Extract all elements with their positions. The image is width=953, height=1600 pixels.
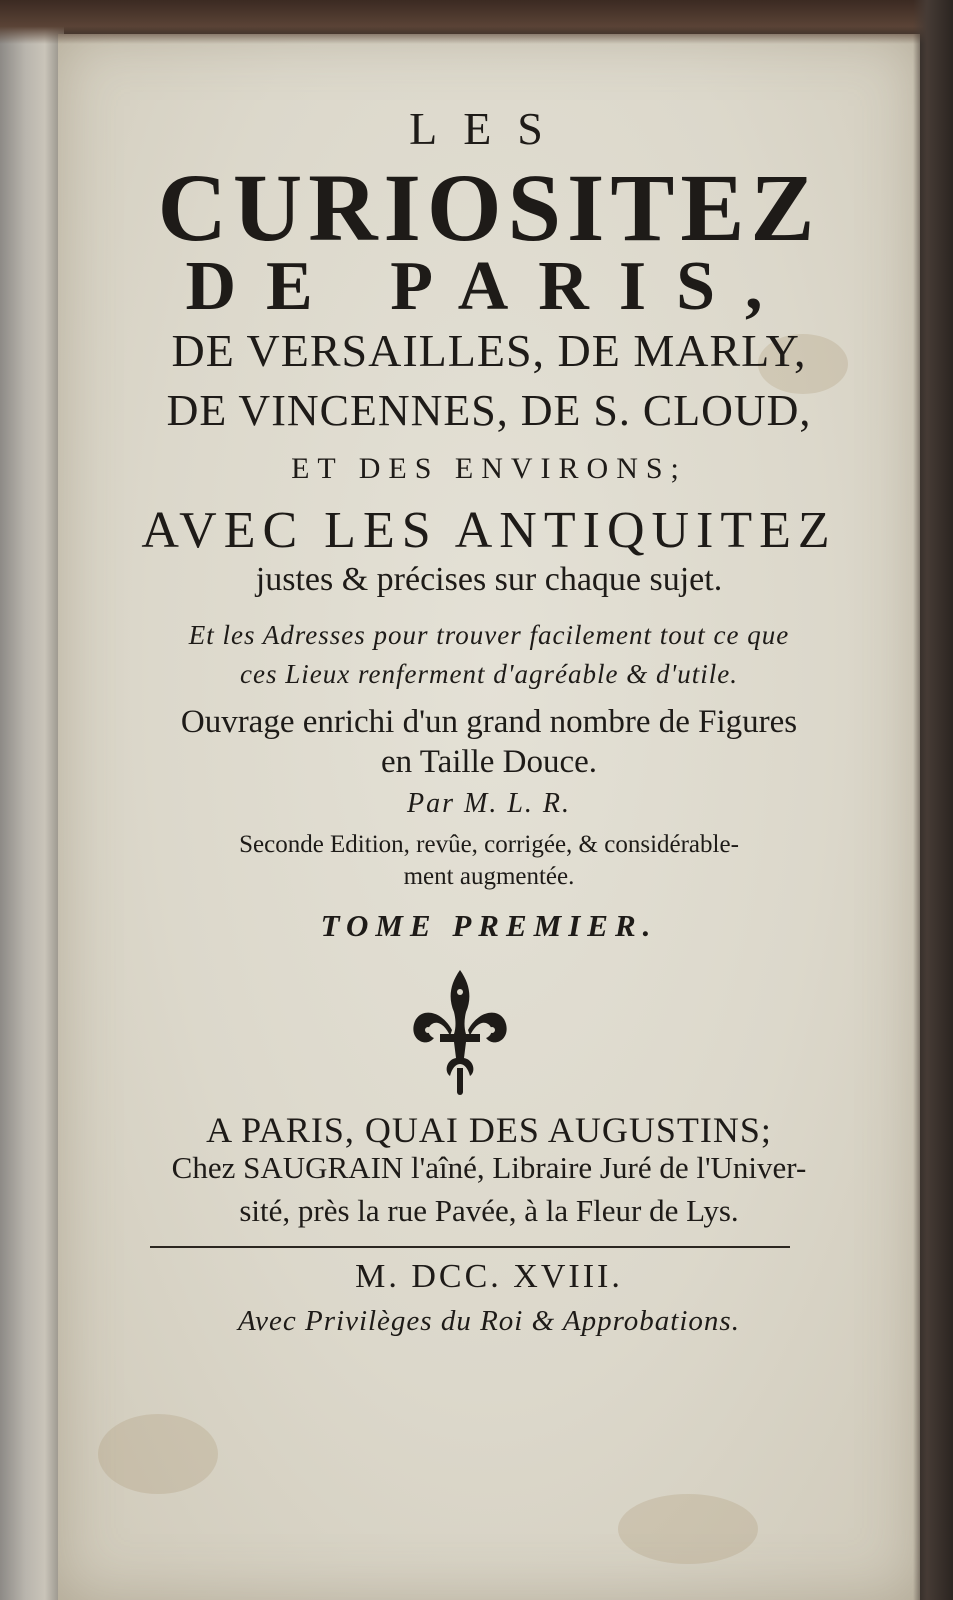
- imprint-publisher-line-2: sité, près la rue Pavée, à la Fleur de Lys.: [239, 1193, 739, 1228]
- fleur-de-lis-icon: [410, 968, 510, 1096]
- paper-stain: [98, 1414, 218, 1494]
- paper-stain: [618, 1494, 758, 1564]
- imprint-publisher-line-1: Chez SAUGRAIN l'aîné, Libraire Juré de l'Univer-: [171, 1150, 807, 1185]
- volume-label: TOME PREMIER.: [320, 908, 658, 943]
- title-curiositez: CURIOSITEZ: [157, 154, 821, 261]
- imprint-place: A PARIS, QUAI DES AUGUSTINS;: [206, 1110, 772, 1150]
- privileges-line: Avec Privilèges du Roi & Approbations.: [238, 1305, 740, 1337]
- subtitle-justes: justes & précises sur chaque sujet.: [255, 561, 723, 598]
- edition-line-1: Seconde Edition, revûe, corrigée, & considérable-: [239, 831, 739, 858]
- book-top-edge: [0, 0, 953, 44]
- title-de-paris: DE PARIS,: [185, 248, 793, 325]
- edition-line-2: ment augmentée.: [403, 863, 575, 890]
- subtitle-environs: ET DES ENVIRONS;: [291, 452, 687, 485]
- divider-rule: [150, 1246, 790, 1248]
- description-ouvrage-line-1: Ouvrage enrichi d'un grand nombre de Figures: [180, 704, 798, 740]
- title-les: LES: [409, 103, 569, 154]
- subtitle-versailles: DE VERSAILLES, DE MARLY,: [171, 325, 807, 376]
- description-ouvrage-line-2: en Taille Douce.: [380, 744, 598, 780]
- subtitle-vincennes: DE VINCENNES, DE S. CLOUD,: [166, 386, 812, 435]
- description-adresses-line-2: ces Lieux renferment d'agréable & d'utile.: [240, 659, 738, 689]
- book-gutter: [0, 0, 64, 1600]
- imprint-date: M. DCC. XVIII.: [355, 1258, 623, 1295]
- description-adresses-line-1: Et les Adresses pour trouver facilement tout ce que: [188, 620, 790, 650]
- subtitle-antiquitez: AVEC LES ANTIQUITEZ: [141, 502, 837, 559]
- author-line: Par M. L. R.: [407, 788, 571, 819]
